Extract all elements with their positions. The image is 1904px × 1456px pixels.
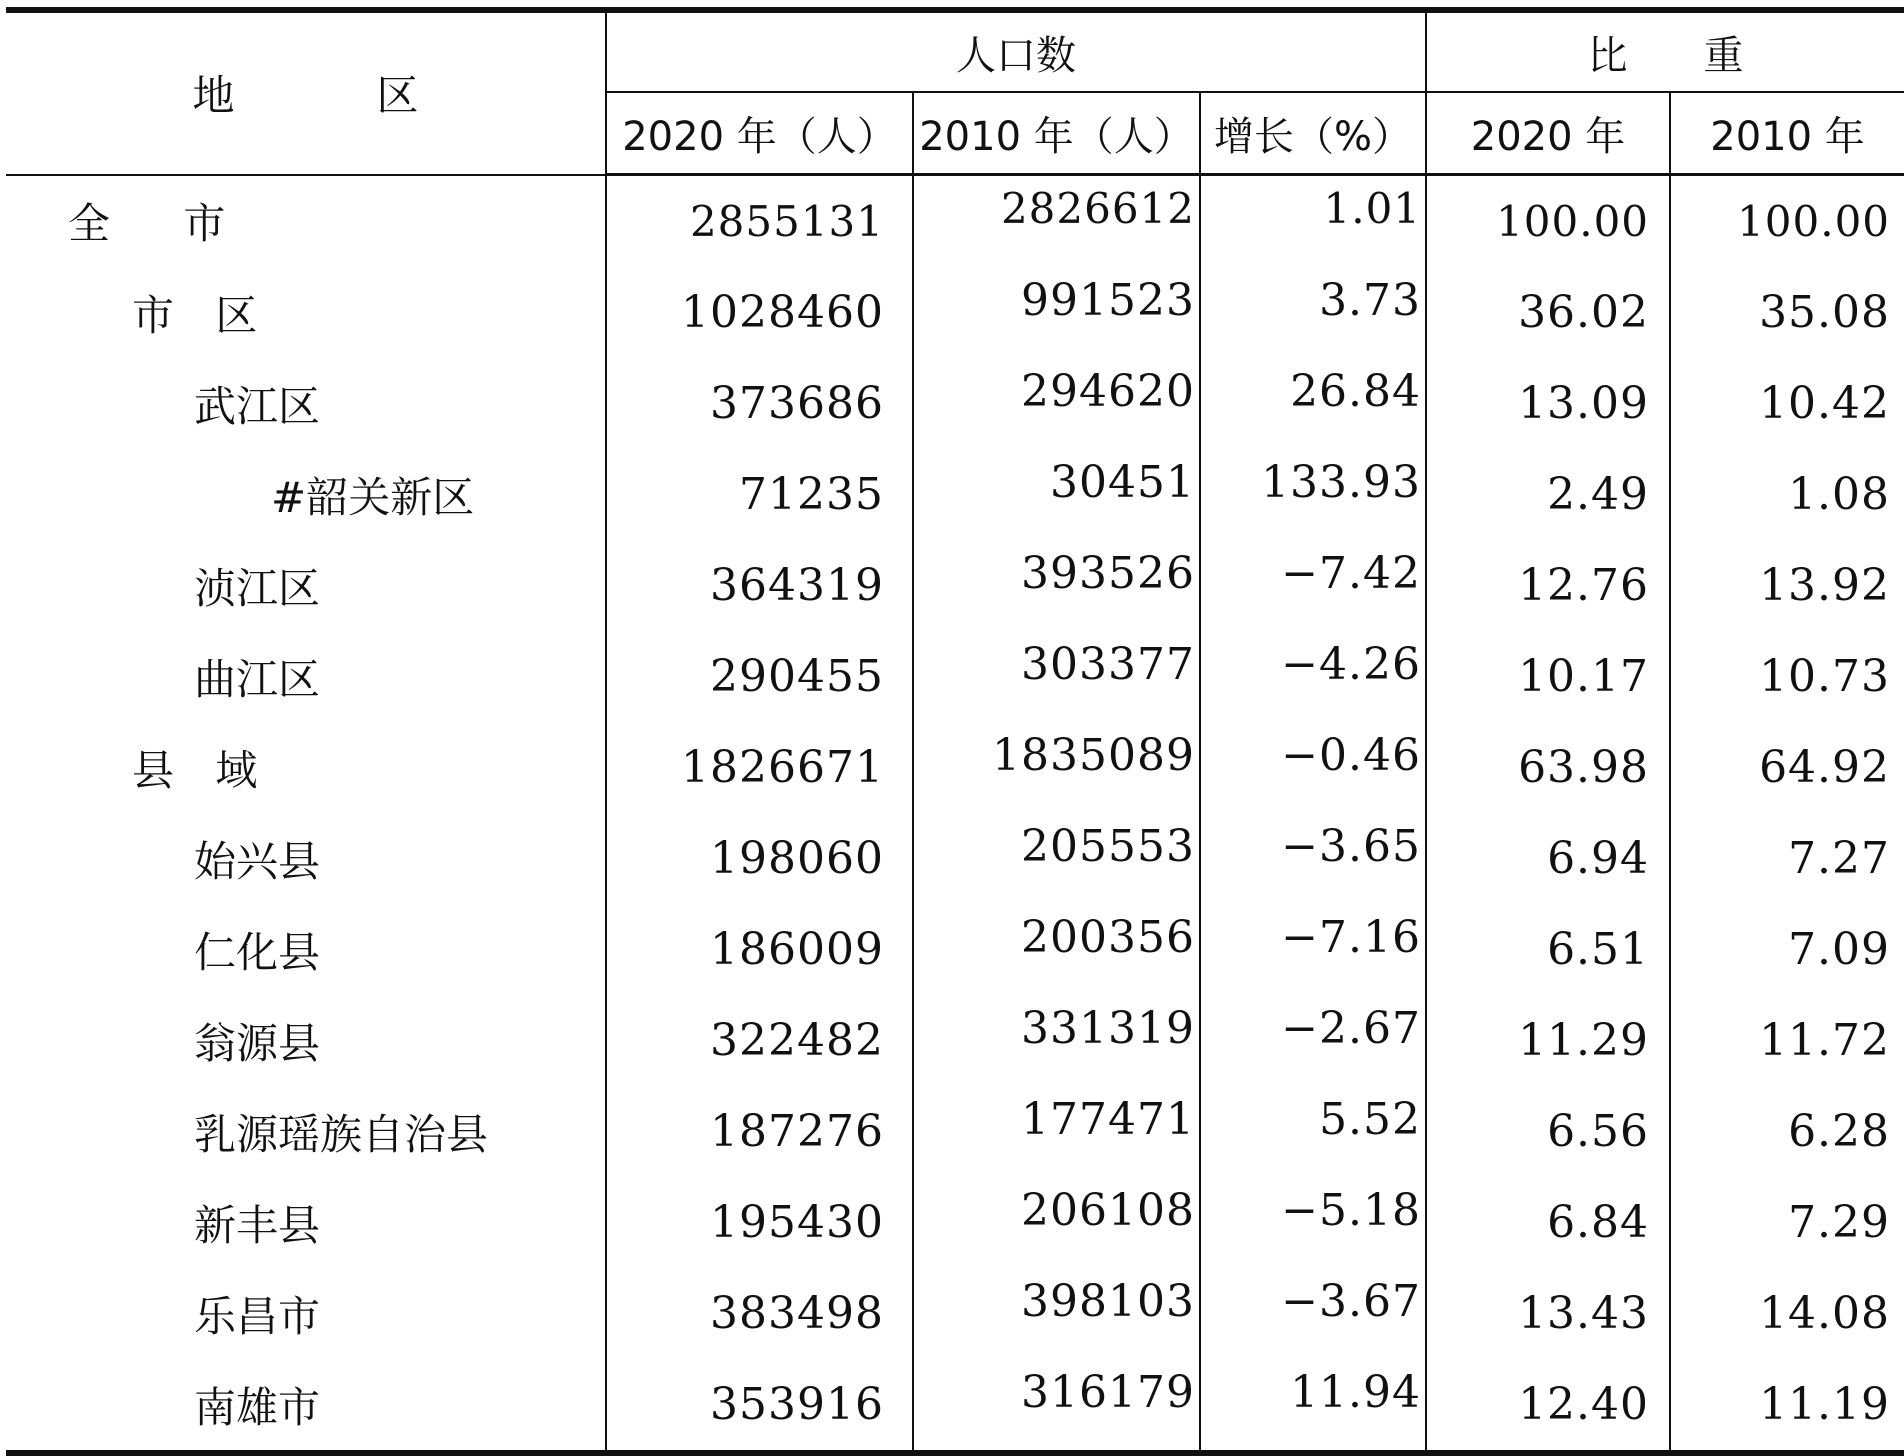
region-name: 乳源瑶族自治县 (194, 1109, 489, 1159)
population-2010: 177471 (913, 1086, 1200, 1177)
region-name: 新丰县 (194, 1200, 321, 1250)
region-name: 浈江区 (194, 563, 321, 613)
region-name: 曲江区 (194, 654, 321, 704)
growth-percent: 11.94 (1200, 1359, 1426, 1453)
table-row (6, 995, 1904, 1086)
population-2010: 393526 (913, 540, 1200, 631)
population-2020: 1028460 (606, 267, 913, 358)
ratio-2010: 7.29 (1670, 1177, 1904, 1268)
table-row (6, 1086, 1904, 1177)
region-name: 南雄市 (6, 1359, 606, 1453)
table-header (6, 10, 1904, 175)
population-2010: 303377 (913, 631, 1200, 722)
growth-percent: 3.73 (1200, 267, 1426, 358)
table-row (6, 631, 1904, 722)
table-row (6, 1177, 1904, 1268)
region-name: 全 市 (68, 199, 256, 249)
header-2020-ratio: 2020 年 (1426, 92, 1670, 175)
population-2010: 991523 (913, 267, 1200, 358)
population-2010: 2826612 (913, 175, 1200, 268)
ratio-2010: 13.92 (1670, 540, 1904, 631)
growth-percent: −7.16 (1200, 904, 1426, 995)
ratio-2020: 12.76 (1426, 540, 1670, 631)
header-population: 人口数 (606, 10, 1426, 92)
ratio-2010: 64.92 (1670, 722, 1904, 813)
growth-percent: 26.84 (1200, 358, 1426, 449)
table-row (6, 1359, 1904, 1453)
growth-percent: −4.26 (1200, 631, 1426, 722)
population-2010: 205553 (913, 813, 1200, 904)
population-2020: 373686 (606, 358, 913, 449)
growth-percent: −5.18 (1200, 1177, 1426, 1268)
table-row (6, 1268, 1904, 1359)
population-2010: 398103 (913, 1268, 1200, 1359)
region-name: 翁源县 (194, 1018, 321, 1068)
population-table (6, 7, 1904, 1456)
population-2020: 71235 (606, 449, 913, 540)
population-2020: 383498 (606, 1268, 913, 1359)
header-growth: 增长（%） (1200, 92, 1426, 175)
header-ratio: 比 重 (1426, 10, 1904, 92)
region-name: 仁化县 (194, 927, 321, 977)
population-2010: 206108 (913, 1177, 1200, 1268)
ratio-2020: 10.17 (1426, 631, 1670, 722)
ratio-2010: 11.19 (1670, 1359, 1904, 1453)
population-2010: 1835089 (913, 722, 1200, 813)
population-2020: 187276 (606, 1086, 913, 1177)
region-name: 乐昌市 (194, 1291, 321, 1341)
region-name: 县 域 (132, 745, 272, 795)
population-2020: 290455 (606, 631, 913, 722)
population-2020: 186009 (606, 904, 913, 995)
header-region: 地 区 (6, 10, 606, 175)
ratio-2020: 63.98 (1426, 722, 1670, 813)
population-table-container (6, 7, 1904, 1456)
region-name: 市 区 (132, 290, 272, 340)
ratio-2020: 13.09 (1426, 358, 1670, 449)
table-row (6, 267, 1904, 358)
header-2010-ratio: 2010 年 (1670, 92, 1904, 175)
ratio-2020: 6.84 (1426, 1177, 1670, 1268)
population-2010: 331319 (913, 995, 1200, 1086)
ratio-2010: 6.28 (1670, 1086, 1904, 1177)
ratio-2020: 6.94 (1426, 813, 1670, 904)
table-row (6, 904, 1904, 995)
growth-percent: 1.01 (1200, 175, 1426, 268)
ratio-2010: 11.72 (1670, 995, 1904, 1086)
ratio-2020: 12.40 (1426, 1359, 1670, 1453)
growth-percent: −3.65 (1200, 813, 1426, 904)
population-2010: 30451 (913, 449, 1200, 540)
population-2020: 322482 (606, 995, 913, 1086)
table-row (6, 722, 1904, 813)
growth-percent: −7.42 (1200, 540, 1426, 631)
ratio-2010: 35.08 (1670, 267, 1904, 358)
table-row (6, 449, 1904, 540)
growth-percent: 5.52 (1200, 1086, 1426, 1177)
population-2020: 2855131 (606, 175, 913, 268)
population-2010: 316179 (913, 1359, 1200, 1453)
population-2020: 364319 (606, 540, 913, 631)
header-2010-population: 2010 年（人） (913, 92, 1200, 175)
region-name: 始兴县 (194, 836, 321, 886)
header-row-1 (6, 10, 1904, 92)
ratio-2020: 2.49 (1426, 449, 1670, 540)
table-row (6, 358, 1904, 449)
population-2020: 353916 (606, 1359, 913, 1453)
ratio-2010: 100.00 (1670, 175, 1904, 268)
ratio-2020: 6.51 (1426, 904, 1670, 995)
ratio-2010: 7.27 (1670, 813, 1904, 904)
population-2020: 1826671 (606, 722, 913, 813)
growth-percent: −0.46 (1200, 722, 1426, 813)
header-2020-population: 2020 年（人） (606, 92, 913, 175)
growth-percent: −2.67 (1200, 995, 1426, 1086)
population-2010: 294620 (913, 358, 1200, 449)
population-2010: 200356 (913, 904, 1200, 995)
table-row (6, 540, 1904, 631)
ratio-2020: 13.43 (1426, 1268, 1670, 1359)
region-name: #韶关新区 (271, 472, 475, 522)
population-2020: 195430 (606, 1177, 913, 1268)
ratio-2020: 100.00 (1426, 175, 1670, 268)
ratio-2010: 10.42 (1670, 358, 1904, 449)
ratio-2020: 36.02 (1426, 267, 1670, 358)
table-row (6, 813, 1904, 904)
region-name: 武江区 (194, 381, 321, 431)
ratio-2020: 11.29 (1426, 995, 1670, 1086)
table-row (6, 175, 1904, 268)
growth-percent: 133.93 (1200, 449, 1426, 540)
population-2020: 198060 (606, 813, 913, 904)
ratio-2010: 7.09 (1670, 904, 1904, 995)
table-body (6, 175, 1904, 1454)
ratio-2010: 10.73 (1670, 631, 1904, 722)
ratio-2010: 1.08 (1670, 449, 1904, 540)
growth-percent: −3.67 (1200, 1268, 1426, 1359)
ratio-2020: 6.56 (1426, 1086, 1670, 1177)
ratio-2010: 14.08 (1670, 1268, 1904, 1359)
